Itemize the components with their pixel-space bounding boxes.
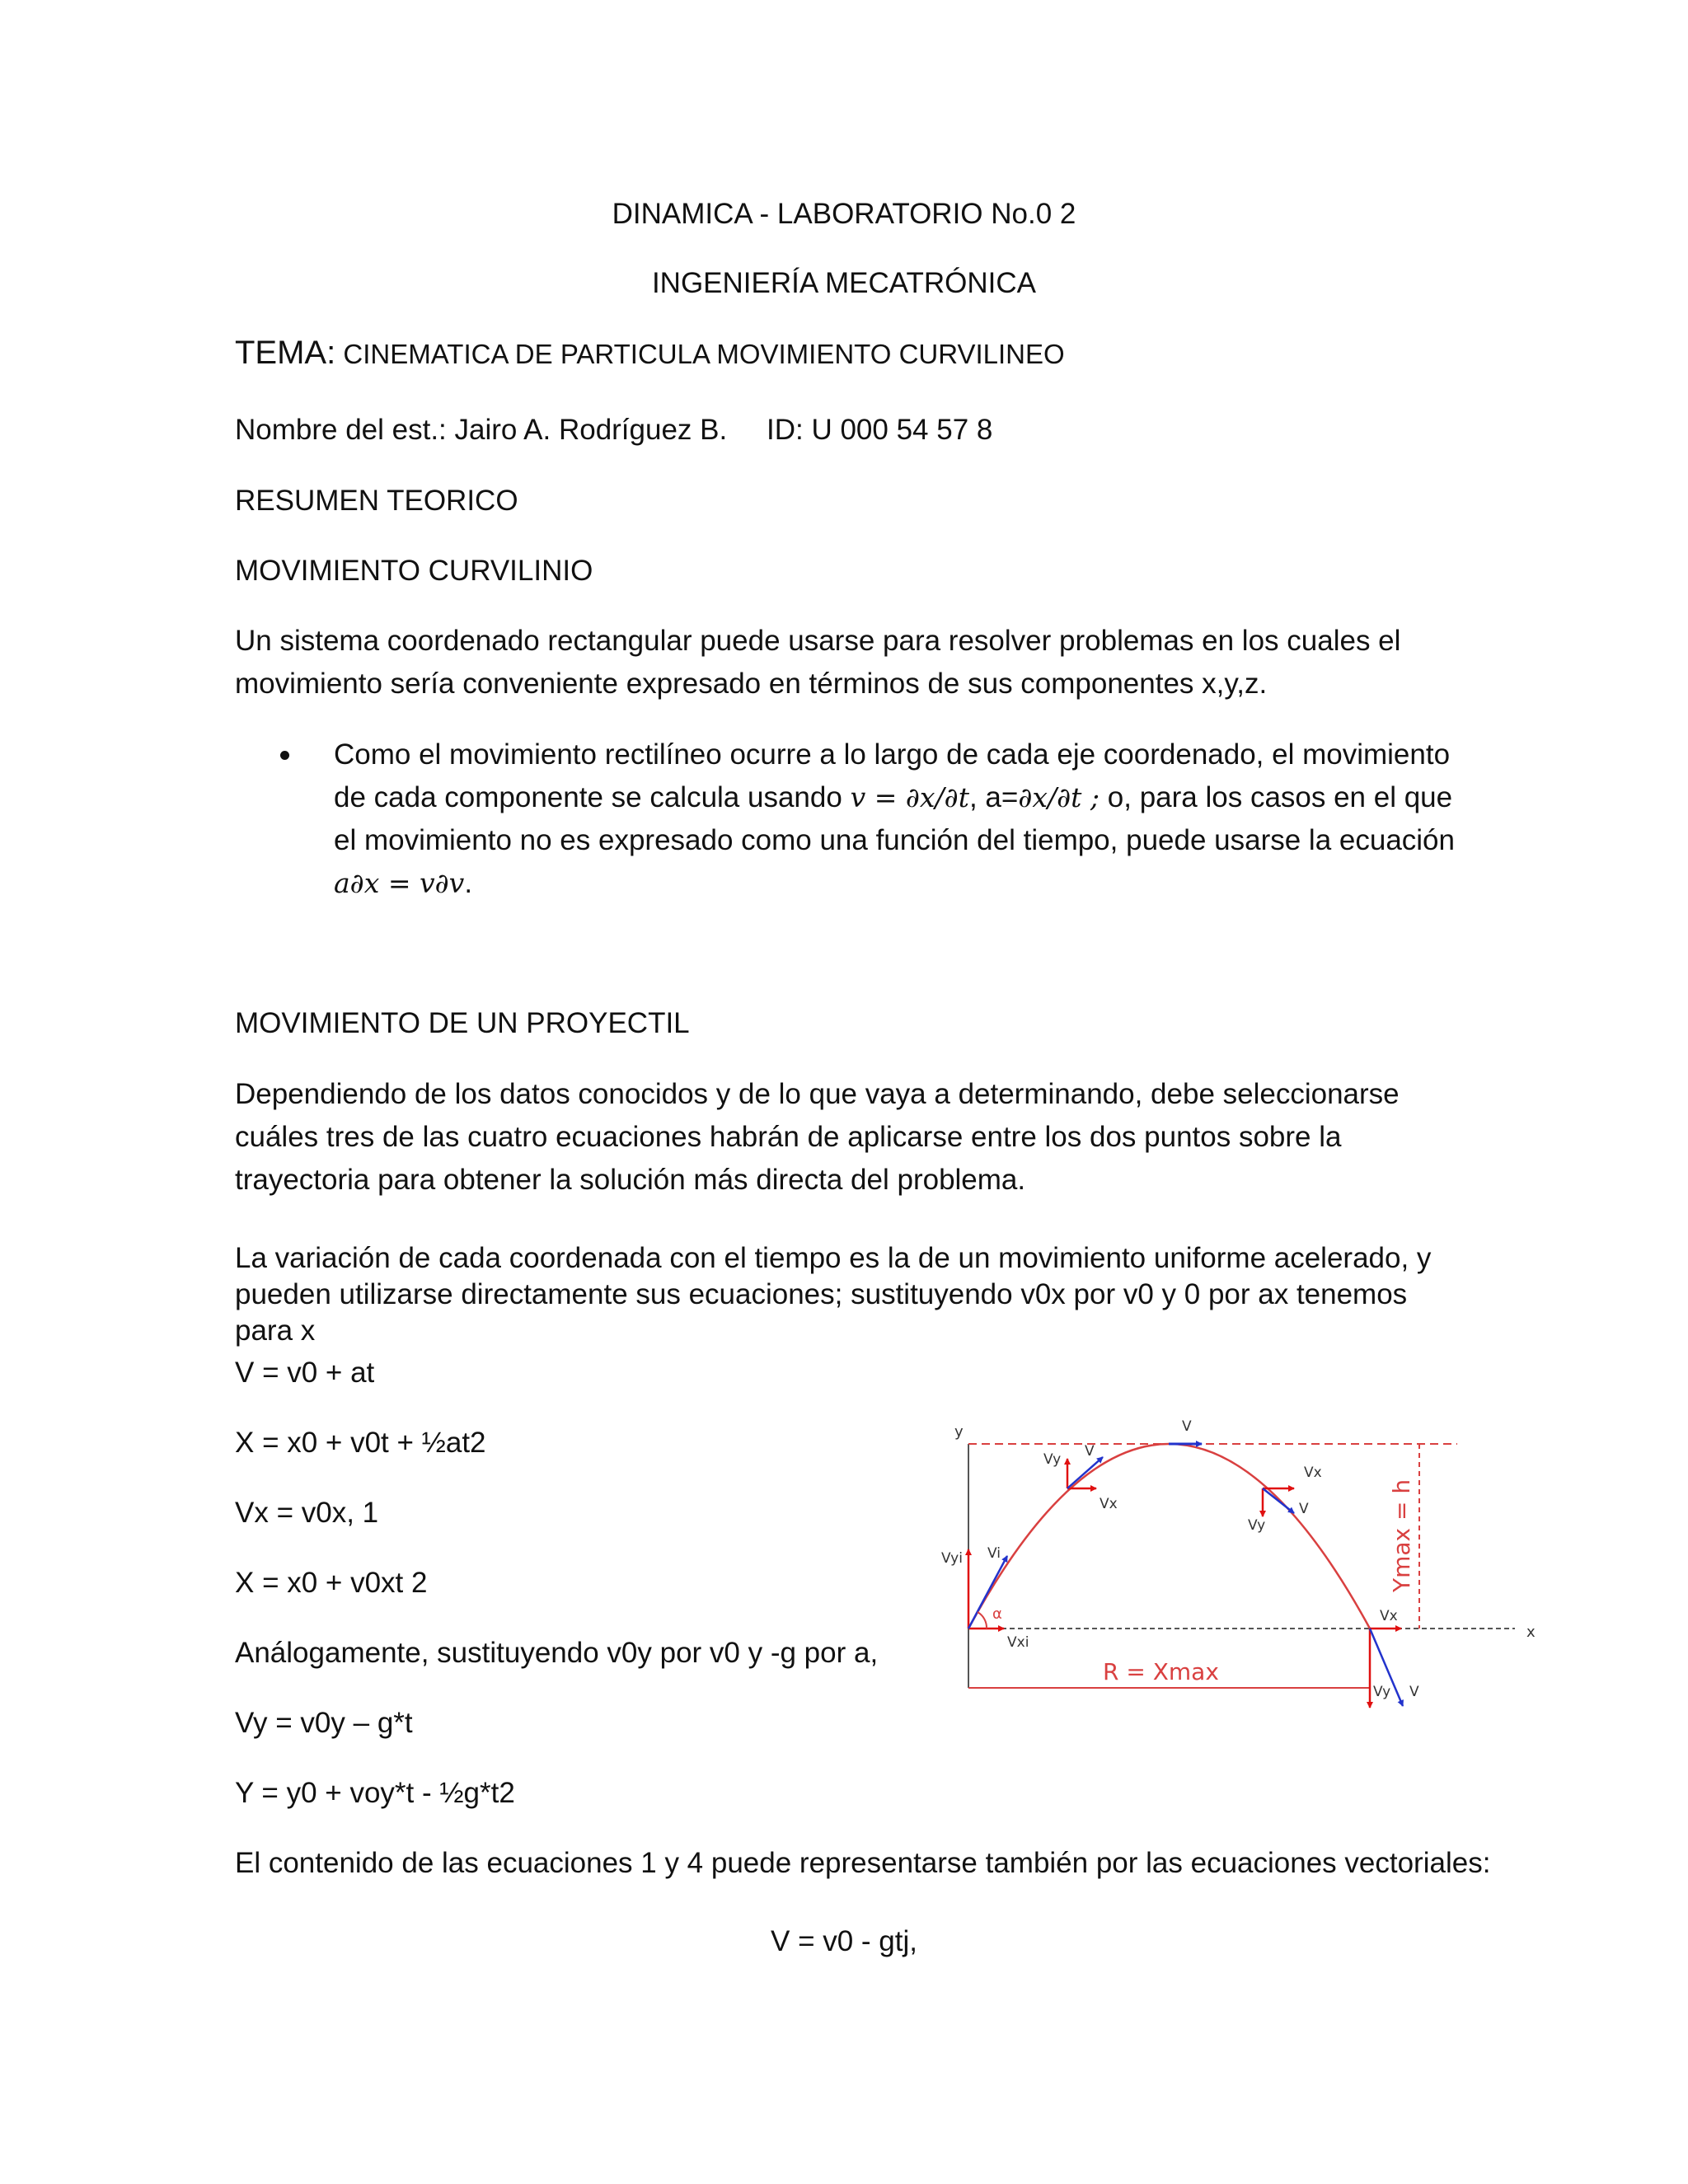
student-id: ID: U 000 54 57 8	[767, 414, 993, 446]
v-ascending-vector	[1067, 1457, 1103, 1488]
v-apex-label: V	[1182, 1418, 1192, 1435]
vector-intro-text: El contenido de las ecuaciones 1 y 4 puede representarse también por las ecuaciones vectoriales:	[235, 1847, 1491, 1879]
analog-text: Análogamente, sustituyendo v0y por v0 y -g por a,	[235, 1637, 879, 1669]
bullet-text-3: o, para los casos en el que el movimiento no es expresado como una función del tiempo, puede usarse la ecuación	[334, 781, 1455, 856]
v-landing-label: V	[1409, 1684, 1419, 1700]
vxi-label: Vxi	[1007, 1634, 1029, 1651]
document-subtitle: INGENIERÍA MECATRÓNICA	[651, 267, 1037, 299]
student-name: Nombre del est.: Jairo A. Rodríguez B.	[235, 414, 728, 446]
angle-arc	[978, 1612, 987, 1629]
equation-1: V = v0 + at	[235, 1357, 375, 1389]
equation-6: Y = y0 + voy*t - ½g*t2	[235, 1777, 515, 1809]
x-axis-label: x	[1526, 1624, 1536, 1641]
intro-paragraph: Un sistema coordenado rectangular puede usarse para resolver problemas en los cuales el movimiento sería conveniente expresado en términos de sus componentes x,y,z.	[235, 625, 1401, 700]
equation-2: X = x0 + v0t + ½at2	[235, 1427, 486, 1459]
range-label: R = Xmax	[1103, 1658, 1219, 1685]
topic-label: TEMA:	[235, 335, 336, 371]
v-descending-vector	[1263, 1488, 1294, 1513]
section-heading-resumen: RESUMEN TEORICO	[235, 485, 518, 517]
section-heading-curvilinio: MOVIMIENTO CURVILINIO	[235, 555, 593, 587]
projectile-paragraph: Dependiendo de los datos conocidos y de lo que vaya a determinando, debe seleccionarse cuáles tres de las cuatro ecuaciones habrán de aplicarse entre los dos puntos sobre la trayectoria para obtener la solución más directa del problema.	[235, 1078, 1400, 1196]
equation-5: Vy = v0y – g*t	[235, 1707, 413, 1739]
bullet-dot-icon	[280, 751, 289, 760]
vy-landing-label: Vy	[1373, 1684, 1391, 1700]
bullet-eq-velocity: v = ∂x/∂t	[850, 781, 969, 813]
variation-paragraph: La variación de cada coordenada con el tiempo es la de un movimiento uniforme acelerado, y pueden utilizarse directamente sus ecuaciones; sustituyendo v0x por v0 y 0 por ax tenemos para x	[235, 1242, 1432, 1347]
vy-descending-label: Vy	[1248, 1517, 1266, 1534]
vx-ascending-label: Vx	[1100, 1496, 1118, 1512]
projectile-diagram	[923, 1413, 1550, 1727]
section-heading-proyectil: MOVIMIENTO DE UN PROYECTIL	[235, 1007, 690, 1039]
vi-label: Vi	[987, 1545, 1001, 1562]
vy-ascending-label: Vy	[1043, 1451, 1062, 1468]
height-label: Ymax = h	[1388, 1479, 1415, 1592]
vx-landing-label: Vx	[1380, 1608, 1398, 1624]
bullet-item	[235, 733, 1455, 905]
v-descending-label: V	[1299, 1501, 1309, 1517]
y-axis-label: y	[954, 1423, 964, 1441]
equation-3: Vx = v0x, 1	[235, 1497, 379, 1529]
bullet-text-4: .	[464, 867, 473, 899]
bullet-eq-accel: ∂x/∂t ;	[1018, 781, 1100, 813]
bullet-list	[235, 733, 1455, 905]
v-ascending-label: V	[1085, 1443, 1095, 1460]
topic-text: CINEMATICA DE PARTICULA MOVIMIENTO CURVILINEO	[335, 339, 1065, 369]
angle-label: α	[992, 1605, 1002, 1623]
equation-4: X = x0 + v0xt 2	[235, 1567, 428, 1599]
vyi-label: Vyi	[941, 1550, 963, 1567]
vector-equation: V = v0 - gtj,	[771, 1925, 917, 1957]
topic-line	[235, 331, 1065, 376]
bullet-text-1: Como el movimiento rectilíneo ocurre a lo largo de cada eje coordenado, el movimiento de cada componente se calcula usando	[334, 738, 1451, 813]
bullet-text-2: , a=	[968, 781, 1019, 813]
document-title: DINAMICA - LABORATORIO No.0 2	[612, 198, 1076, 230]
bullet-eq-energy: a∂x = v∂v	[334, 867, 465, 899]
vx-descending-label: Vx	[1304, 1465, 1322, 1481]
